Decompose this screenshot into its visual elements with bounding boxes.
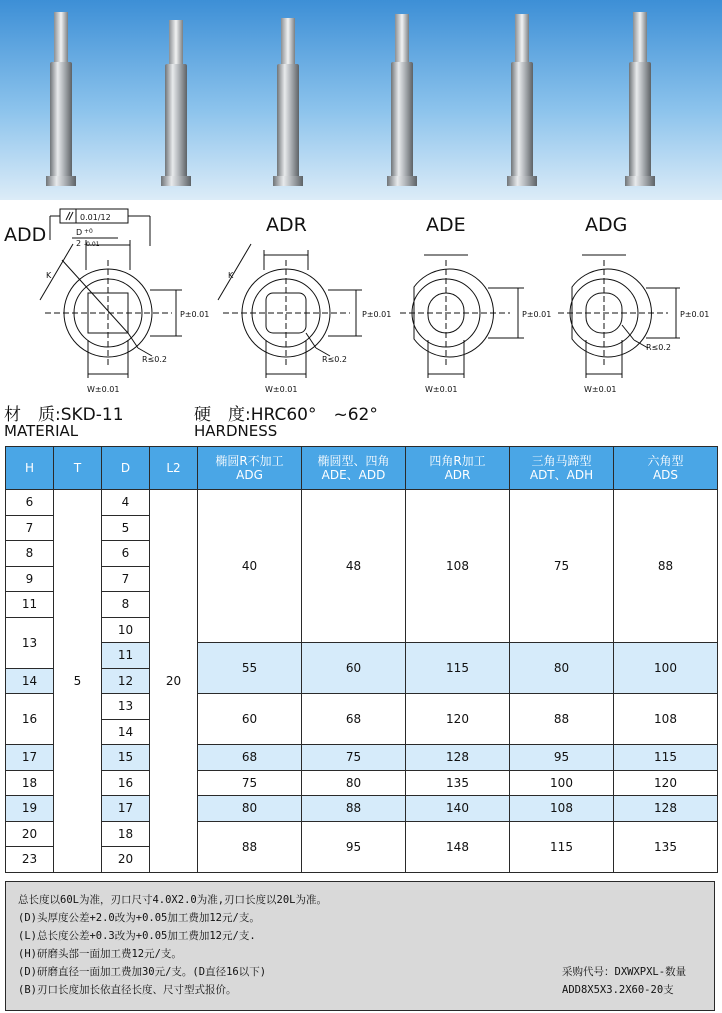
add-k-label: K	[46, 271, 52, 280]
add-r-label: R≤0.2	[142, 355, 167, 364]
price-cell: 48	[302, 490, 406, 643]
price-cell: 115	[406, 643, 510, 694]
l2-cell: 20	[150, 490, 198, 873]
table-row	[6, 490, 718, 516]
d-tolerance-minus: -0.01	[84, 241, 100, 248]
price-cell: 148	[406, 821, 510, 872]
t-cell: 5	[54, 490, 102, 873]
h-cell: 11	[6, 592, 54, 618]
order-code: 采购代号：DXWXPXL-数量	[562, 966, 687, 978]
table-row	[6, 694, 718, 720]
shape-diagrams	[0, 200, 722, 400]
note-line: (H)研磨头部一面加工费12元/支。	[18, 948, 182, 960]
d-cell: 7	[102, 566, 150, 592]
price-cell: 80	[198, 796, 302, 822]
header-adt-adh: 三角马蹄型 ADT、ADH	[510, 447, 614, 490]
price-cell: 88	[614, 490, 718, 643]
price-cell: 120	[614, 770, 718, 796]
diagram-label-add: ADD	[4, 224, 47, 246]
d-cell: 6	[102, 541, 150, 567]
price-cell: 135	[614, 821, 718, 872]
d-tolerance-num: D	[76, 228, 83, 237]
adr-p-label: P±0.01	[362, 310, 392, 319]
add-w-label: W±0.01	[87, 385, 120, 394]
h-cell: 20	[6, 821, 54, 847]
d-tolerance-den: 2	[76, 239, 82, 248]
d-cell: 12	[102, 668, 150, 694]
adg-w-label: W±0.01	[584, 385, 617, 394]
material-label-en: MATERIAL	[4, 422, 79, 440]
header-t: T	[54, 447, 102, 490]
d-cell: 18	[102, 821, 150, 847]
price-cell: 68	[198, 745, 302, 771]
price-cell: 40	[198, 490, 302, 643]
d-cell: 16	[102, 770, 150, 796]
price-cell: 95	[510, 745, 614, 771]
spec-table	[5, 446, 718, 873]
price-cell: 115	[510, 821, 614, 872]
note-line: 总长度以60L为准，刃口尺寸4.0X2.0为准,刃口长度以20L为准。	[18, 894, 328, 906]
d-cell: 13	[102, 694, 150, 720]
diagram-label-adr: ADR	[266, 214, 307, 236]
h-cell: 13	[6, 617, 54, 668]
price-cell: 75	[198, 770, 302, 796]
order-example: ADD8X5X3.2X60-20支	[562, 984, 674, 996]
table-row	[6, 770, 718, 796]
d-cell: 11	[102, 643, 150, 669]
header-adr: 四角R加工 ADR	[406, 447, 510, 490]
header-h: H	[6, 447, 54, 490]
price-cell: 140	[406, 796, 510, 822]
price-cell: 88	[302, 796, 406, 822]
price-cell: 100	[510, 770, 614, 796]
h-cell: 8	[6, 541, 54, 567]
pin-4	[387, 14, 417, 186]
pin-1	[46, 12, 76, 186]
pin-2	[161, 20, 191, 186]
tolerance-box-text: 0.01/12	[80, 213, 111, 222]
d-cell: 4	[102, 490, 150, 516]
ade-diagram	[400, 255, 524, 378]
d-cell: 5	[102, 515, 150, 541]
header-adg: 椭圆R不加工 ADG	[198, 447, 302, 490]
add-p-label: P±0.01	[180, 310, 210, 319]
table-row	[6, 643, 718, 669]
header-d: D	[102, 447, 150, 490]
price-cell: 108	[614, 694, 718, 745]
price-cell: 75	[510, 490, 614, 643]
pin-3	[273, 18, 303, 186]
h-cell: 17	[6, 745, 54, 771]
d-cell: 17	[102, 796, 150, 822]
price-cell: 108	[510, 796, 614, 822]
d-tolerance-plus: +0	[84, 228, 93, 235]
price-cell: 95	[302, 821, 406, 872]
adr-r-label: R≤0.2	[322, 355, 347, 364]
material-label: 材 质:SKD-11	[4, 405, 124, 425]
h-cell: 18	[6, 770, 54, 796]
material-info	[4, 400, 722, 444]
ade-w-label: W±0.01	[425, 385, 458, 394]
header-ade-add: 椭圆型、四角 ADE、ADD	[302, 447, 406, 490]
product-photo	[0, 0, 722, 200]
ade-p-label: P±0.01	[522, 310, 552, 319]
price-cell: 75	[302, 745, 406, 771]
h-cell: 16	[6, 694, 54, 745]
table-row	[6, 821, 718, 847]
price-cell: 80	[302, 770, 406, 796]
price-cell: 60	[198, 694, 302, 745]
price-cell: 60	[302, 643, 406, 694]
price-cell: 135	[406, 770, 510, 796]
h-cell: 14	[6, 668, 54, 694]
h-cell: 19	[6, 796, 54, 822]
price-cell: 80	[510, 643, 614, 694]
h-cell: 9	[6, 566, 54, 592]
header-ads: 六角型 ADS	[614, 447, 718, 490]
price-cell: 115	[614, 745, 718, 771]
d-cell: 20	[102, 847, 150, 873]
price-cell: 88	[510, 694, 614, 745]
table-header-row	[6, 447, 718, 490]
table-row	[6, 796, 718, 822]
note-line: (D)研磨直径一面加工费加30元/支。(D直径16以下)	[18, 966, 267, 978]
pin-5	[507, 14, 537, 186]
diagram-drawing	[0, 200, 722, 400]
header-l2: L2	[150, 447, 198, 490]
h-cell: 6	[6, 490, 54, 516]
price-cell: 120	[406, 694, 510, 745]
price-cell: 88	[198, 821, 302, 872]
adg-diagram	[558, 255, 680, 378]
diagram-label-ade: ADE	[426, 214, 466, 236]
d-cell: 8	[102, 592, 150, 618]
price-cell: 100	[614, 643, 718, 694]
h-cell: 7	[6, 515, 54, 541]
price-cell: 128	[614, 796, 718, 822]
price-cell: 55	[198, 643, 302, 694]
punch-pins-illustration	[0, 0, 722, 200]
adg-r-label: R≤0.2	[646, 343, 671, 352]
notes-panel	[5, 881, 715, 1011]
hardness-label-en: HARDNESS	[194, 422, 278, 440]
d-cell: 14	[102, 719, 150, 745]
h-cell: 23	[6, 847, 54, 873]
adr-k-label: K	[228, 271, 234, 280]
price-cell: 128	[406, 745, 510, 771]
adr-w-label: W±0.01	[265, 385, 298, 394]
adg-p-label: P±0.01	[680, 310, 710, 319]
d-cell: 15	[102, 745, 150, 771]
note-line: (L)总长度公差+0.3改为+0.05加工费加12元/支.	[18, 930, 256, 942]
pin-6	[625, 12, 655, 186]
hardness-label: 硬 度:HRC60° ~62°	[194, 405, 378, 425]
note-line: (D)头厚度公差+2.0改为+0.05加工费加12元/支。	[18, 912, 260, 924]
price-cell: 108	[406, 490, 510, 643]
note-line: (B)刃口长度加长依直径长度、尺寸型式报价。	[18, 984, 237, 996]
table-row	[6, 745, 718, 771]
diagram-label-adg: ADG	[585, 214, 628, 236]
d-cell: 10	[102, 617, 150, 643]
price-cell: 68	[302, 694, 406, 745]
add-diagram	[40, 209, 182, 378]
